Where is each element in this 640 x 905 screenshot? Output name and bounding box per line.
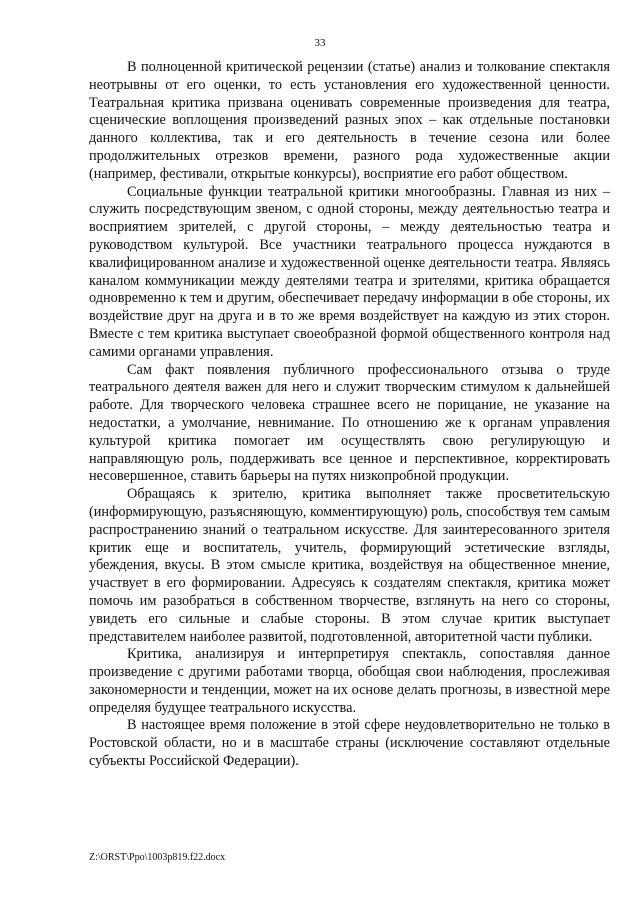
paragraph-3: Сам факт появления публичного профессионального отзыва о труде театрального деятеля важен для него и служит творческим стимулом к дальнейшей работе. Для творческого человека страшнее всего не порицание, не указание на недостатки, а умолчание, невнимание. По отношению же к органам управления культурой критика помогает им осуществлять свою регулирующую и направляющую роль, поддерживать все ценное и перспективное, корректировать несовершенное, ставить барьеры на путях низкопробной продукции. [89,361,610,485]
paragraph-1: В полноценной критической рецензии (статье) анализ и толкование спектакля неотрывны от его оценки, то есть установления его художественной ценности. Театральная критика призвана оценивать современные произведения для театра, сценические воплощения произведений разных эпох – как отдельные постановки данного коллектива, так и его деятельность в течение сезона или более продолжительных отрезков времени, разного рода художественные акции (например, фестивали, открытые конкурсы), восприятие его работ обществом. [89,59,610,182]
paragraph-5: Критика, анализируя и интерпретируя спектакль, сопоставляя данное произведение с другими работами творца, обобщая свои наблюдения, прослеживая закономерности и тенденции, может на их основе делать прогнозы, в известной мере определяя будущее театрального искусства. [89,646,610,716]
page-number: 33 [314,37,326,49]
paragraph-2: Социальные функции театральной критики многообразны. Главная из них – служить посредствующим звеном, с одной стороны, между деятельностью театра и восприятием зрителей, с другой стороны, – между деятельностью театра и руководством культурой. Все участники театрального процесса нуждаются в квалифицированном анализе и художественной оценке деятельности театра. Являясь каналом коммуникации между деятелями театра и зрителями, критика обращается одновременно к тем и другим, обеспечивает передачу информации в обе стороны, их воздействие друг на друга и в то же время воздействует на каждую из этих сторон. Вместе с тем критика выступает своеобразной формой общественного контроля над самими органами управления. [89,183,610,360]
body-text [89,59,610,771]
paragraph-4: Обращаясь к зрителю, критика выполняет также просветительскую (информирующую, разъясняющую, комментирующую) роль, способствуя тем самым распространению знаний о театральном искусстве. Для заинтересованного зрителя критик еще и воспитатель, учитель, формирующий эстетические взгляды, убеждения, вкусы. В этом смысле критика, воздействуя на общественное мнение, участвует в его формировании. Адресуясь к создателям спектакля, критика может помочь им разобраться в собственном творчестве, взглянуть на него со стороны, увидеть его сильные и слабые стороны. В этом случае критик выступает представителем наиболее развитой, подготовленной, авторитетной части публики. [89,486,610,645]
paragraph-6: В настоящее время положение в этой сфере неудовлетворительно не только в Ростовской области, но и в масштабе страны (исключение составляют отдельные субъекты Российской Федерации). [89,717,610,770]
footer-file-path: Z:\ORST\Ppo\1003p819.f22.docx [89,852,226,863]
